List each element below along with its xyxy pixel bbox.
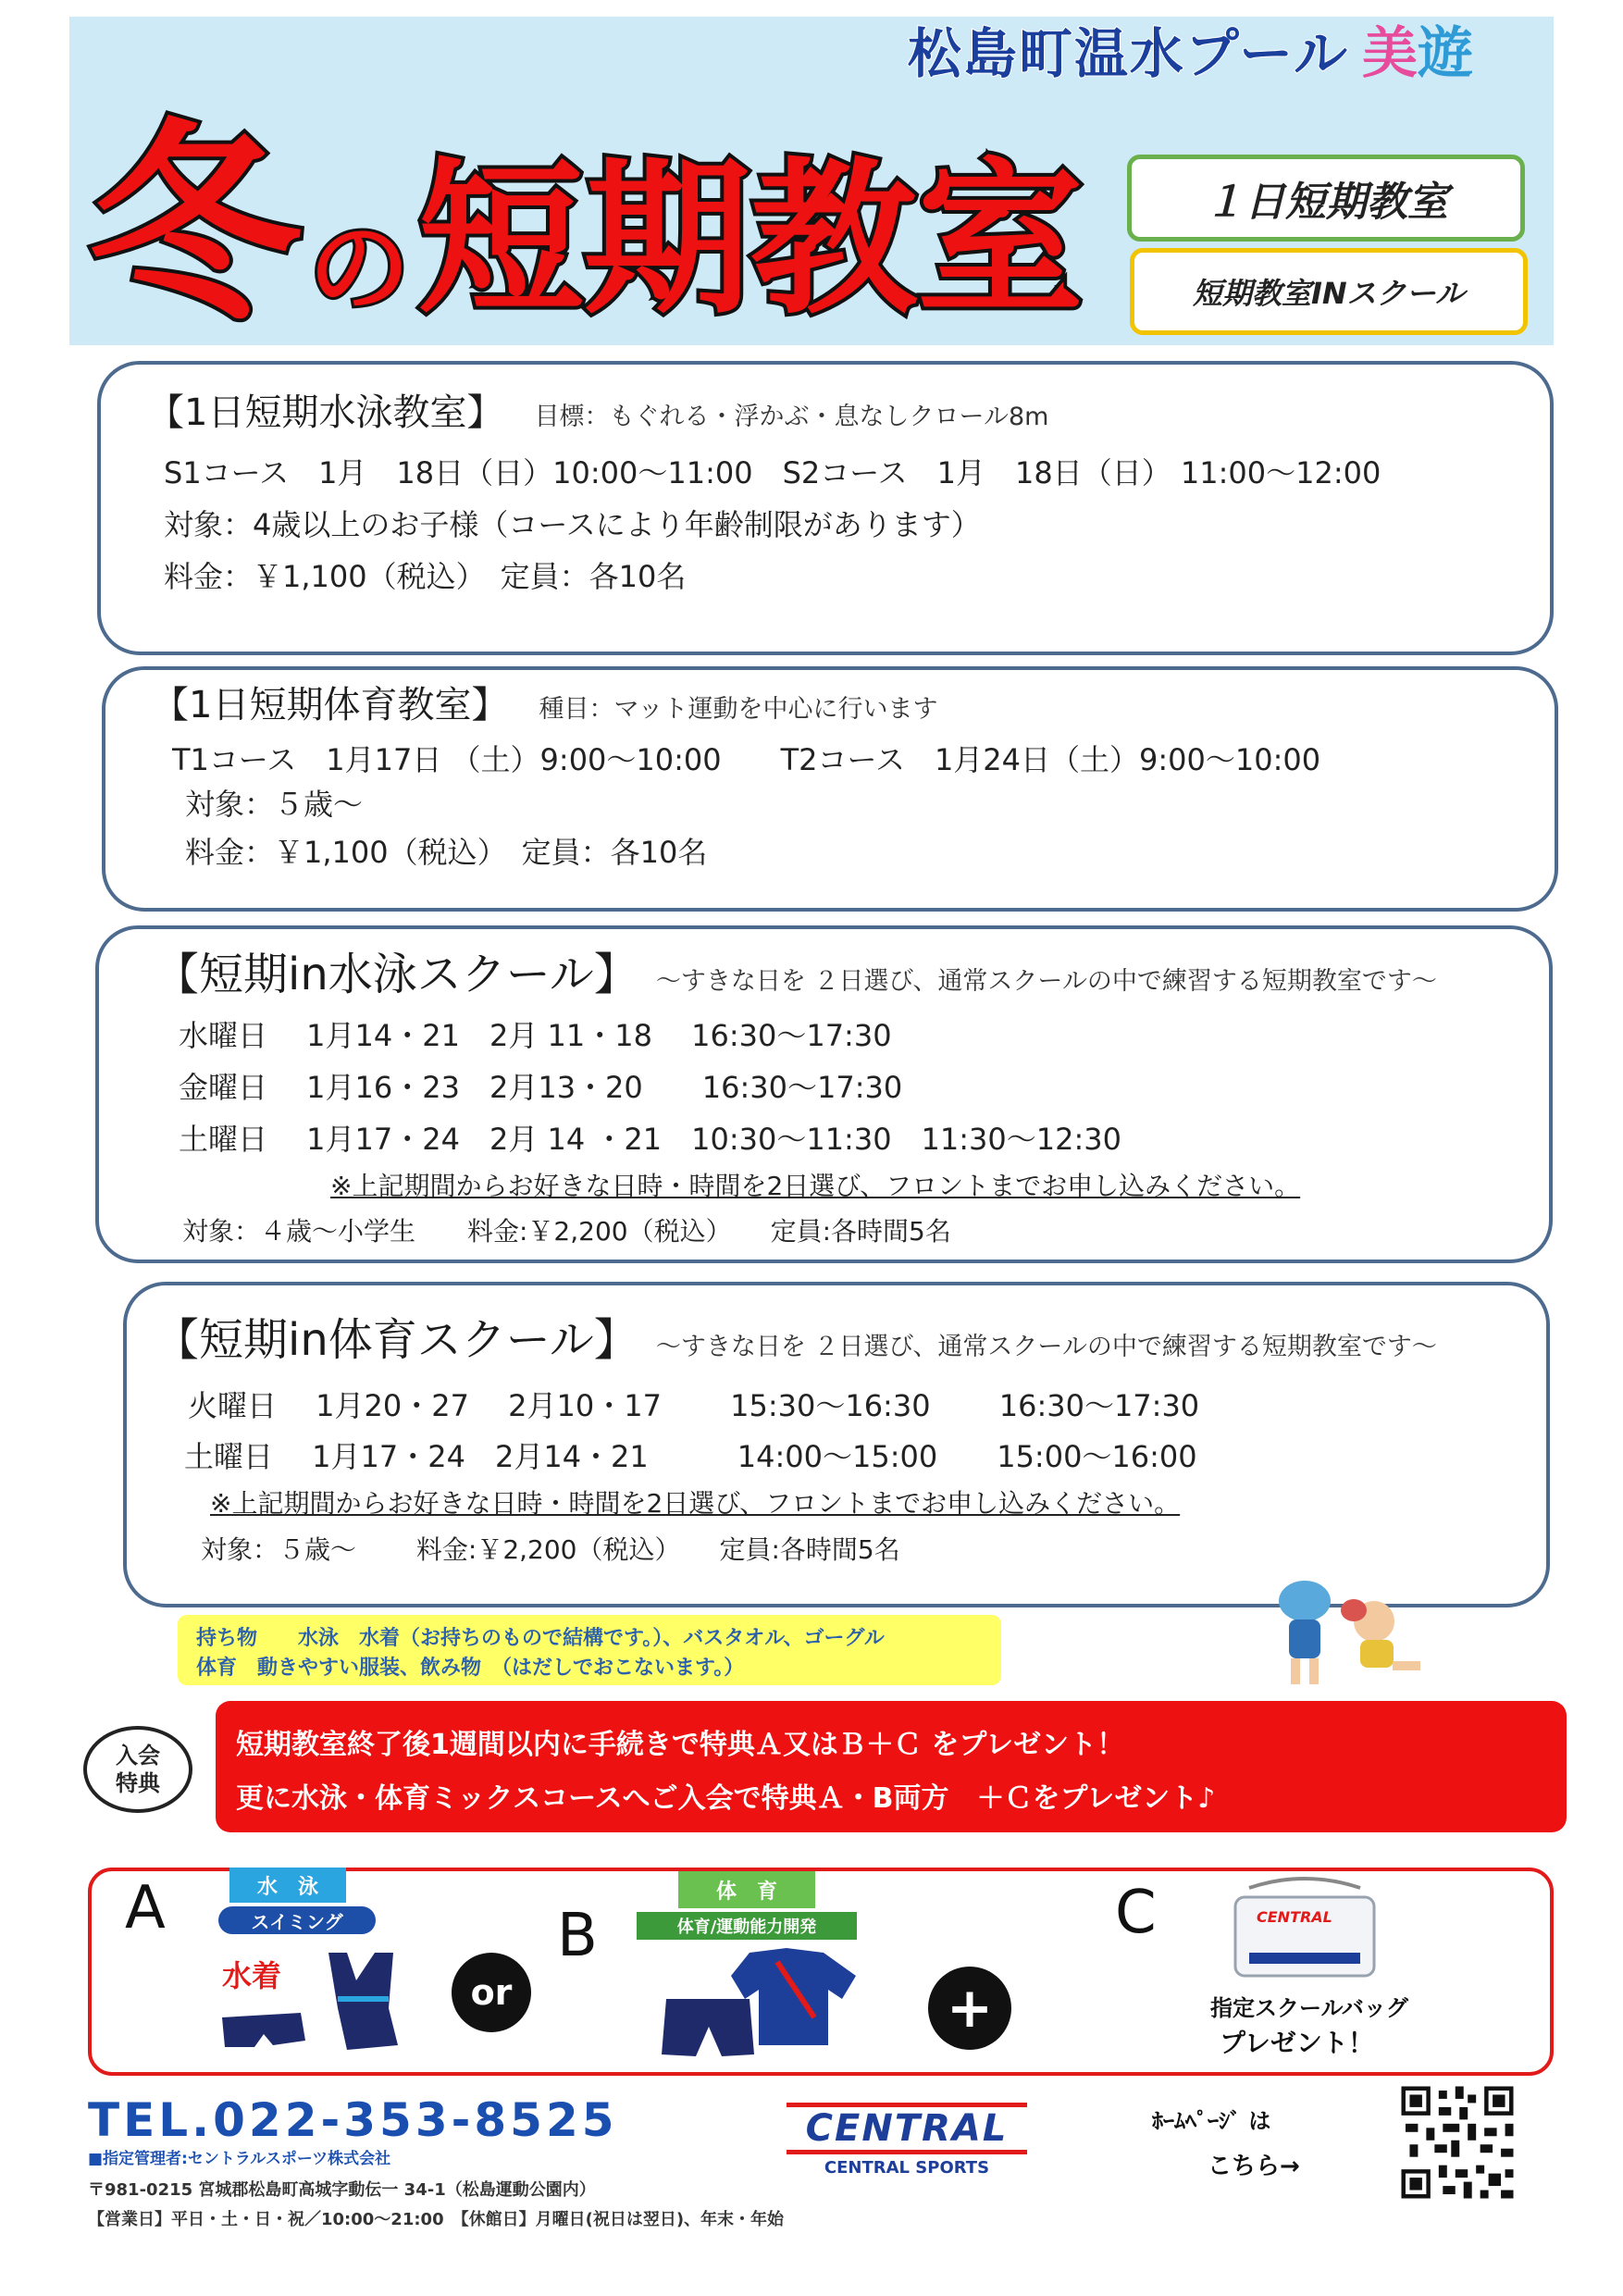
- gym-school-footer: 対象：５歳～ 料金:￥2,200（税込） 定員:各時間5名: [201, 1534, 900, 1565]
- swim-school-row-sat: 土曜日 1月17・24 2月 14 ・21 10:30～11:30 11:30～12:30: [179, 1122, 1121, 1157]
- gym-class-event: 種目：マット運動を中心に行います: [539, 695, 938, 724]
- central-sports-logo: [787, 2103, 1027, 2195]
- present-a-label: A: [125, 1874, 166, 1942]
- present-a-pill-swim: 水 泳: [229, 1868, 346, 1903]
- member-benefit-banner: [216, 1701, 1567, 1832]
- mascot-boy-head: [1279, 1581, 1331, 1621]
- present-a-pill-swimming: スイミング: [218, 1906, 376, 1934]
- mascot-girl-hair: [1341, 1599, 1367, 1621]
- mascot-boy-leg: [1291, 1658, 1300, 1684]
- gym-class-target: 対象：５歳～: [185, 787, 364, 822]
- gym-class-title: 【1日短期体育教室】: [152, 684, 509, 726]
- brand-mark-2: 遊: [1418, 21, 1473, 86]
- business-hours: 【営業日】平日・土・日・祝／10:00～21:00 【休館日】月曜日(祝日は翌日)、年末・年始: [88, 2210, 785, 2229]
- swim-school-row-fri: 金曜日 1月16・23 2月13・20 16:30～17:30: [179, 1070, 903, 1105]
- swim-school-note: ※上記期間からお好きな日時・時間を2日選び、フロントまでお申し込みください。: [330, 1171, 1301, 1201]
- belongings-box: [178, 1615, 1001, 1685]
- brand-mark-1: 美: [1362, 21, 1418, 86]
- address: 〒981-0215 宮城郡松島町高城字動伝一 34-1（松島運動公園内）: [88, 2180, 596, 2200]
- swim-school-box: [95, 925, 1553, 1263]
- plus-circle: +: [928, 1967, 1011, 2050]
- benefit-line-2: 更に水泳・体育ミックスコースへご入会で特典Ａ・B両方 ＋Ｃをプレゼント♪: [236, 1782, 1216, 1815]
- swim-class-goal: 目標：もぐれる・浮かぶ・息なしクロール8m: [534, 403, 1049, 431]
- gym-wear-icon: [648, 1943, 861, 2064]
- member-benefit-badge: [83, 1726, 192, 1813]
- qr-code-icon[interactable]: [1397, 2082, 1518, 2203]
- gym-school-desc: ～すきな日を ２日選び、通常スクールの中で練習する短期教室です～: [655, 1333, 1437, 1361]
- bag-logo: CENTRAL: [1257, 1908, 1332, 1926]
- mascot-boy-leg: [1309, 1658, 1319, 1684]
- gym-class-courses: T1コース 1月17日 （土）9:00～10:00 T2コース 1月24日（土）9:00～10:00: [172, 742, 1321, 777]
- brand-name: 松島町温水プール: [907, 22, 1349, 85]
- swim-school-desc: ～すきな日を ２日選び、通常スクールの中で練習する短期教室です～: [655, 967, 1437, 996]
- manager-info: ■指定管理者:セントラルスポーツ株式会社: [88, 2150, 391, 2168]
- homepage-label: ﾎｰﾑﾍﾟｰｼﾞ は: [1152, 2108, 1271, 2134]
- tag-in-school: 短期教室INスクール: [1130, 248, 1528, 335]
- or-circle: or: [452, 1953, 531, 2032]
- mascot-boy-body: [1289, 1620, 1320, 1658]
- present-b-pill-gym-dev: 体育/運動能力開発: [637, 1912, 857, 1940]
- present-c-label: C: [1115, 1879, 1157, 1947]
- present-b-label: B: [557, 1902, 598, 1970]
- swim-school-row-wed: 水曜日 1月14・21 2月 11・18 16:30～17:30: [179, 1018, 892, 1053]
- swim-school-title: 【短期in水泳スクール】: [155, 949, 638, 1000]
- swim-class-box: [97, 361, 1554, 655]
- gym-class-box: [102, 666, 1558, 912]
- page-title: [88, 65, 1084, 350]
- present-c-item-1: 指定スクールバッグ: [1210, 1995, 1408, 2021]
- gym-school-box: [123, 1282, 1550, 1607]
- gym-class-heading: [152, 676, 937, 728]
- swimsuit-icon: [217, 1943, 412, 2064]
- gym-class-fee: 料金：￥1,100（税込） 定員：各10名: [185, 835, 708, 870]
- gym-school-row-tue: 火曜日 1月20・27 2月10・17 15:30～16:30 16:30～17:30: [188, 1388, 1200, 1423]
- gym-school-title: 【短期in体育スクール】: [155, 1314, 638, 1366]
- tag-one-day: １日短期教室: [1127, 155, 1525, 242]
- school-bag-icon: [1221, 1874, 1388, 1985]
- gym-school-row-sat: 土曜日 1月17・24 2月14・21 14:00～15:00 15:00～16:00: [184, 1439, 1197, 1474]
- mascot-girl-leg: [1393, 1661, 1420, 1670]
- badge-line-2: 特典: [116, 1770, 160, 1796]
- swim-class-target: 対象：4歳以上のお子様（コースにより年齢制限があります）: [164, 507, 981, 542]
- homepage-link[interactable]: こちら→: [1208, 2153, 1300, 2180]
- brand-mark: [1362, 9, 1473, 89]
- gym-school-heading: [155, 1304, 1437, 1368]
- title-no: の: [308, 209, 411, 328]
- badge-line-1: 入会: [116, 1743, 160, 1769]
- present-c-item-2: プレゼント！: [1220, 2028, 1374, 2058]
- swim-school-heading: [155, 938, 1437, 1002]
- swim-class-heading: [147, 383, 1049, 436]
- present-a-item-label: 水着: [222, 1958, 282, 1993]
- logo-sub: CENTRAL SPORTS: [824, 2158, 990, 2178]
- telephone: TEL.022-353-8525: [88, 2093, 618, 2147]
- swim-class-courses: S1コース 1月 18日（日）10:00～11:00 S2コース 1月 18日（日） 11:00～12:00: [164, 455, 1381, 490]
- belongings-line-1: 持ち物 水泳 水着（お持ちのもので結構です。）、バスタオル、ゴーグル: [196, 1627, 885, 1650]
- mascot-girl-body: [1360, 1640, 1394, 1668]
- belongings-line-2: 体育 動きやすい服装、飲み物 （はだしでおこないます。）: [196, 1657, 745, 1680]
- present-b-pill-gym: 体 育: [678, 1871, 815, 1908]
- title-short-class: 短期教室: [417, 143, 1084, 337]
- logo-main: CENTRAL: [787, 2103, 1027, 2154]
- mascot-illustration: [1254, 1573, 1439, 1694]
- benefit-line-1: 短期教室終了後1週間以内に手続きで特典Ａ又はＢ＋Ｃ をプレゼント！: [236, 1729, 1125, 1761]
- gym-school-note: ※上記期間からお好きな日時・時間を2日選び、フロントまでお申し込みください。: [210, 1488, 1181, 1519]
- swim-class-fee: 料金：￥1,100（税込） 定員：各10名: [164, 559, 687, 594]
- swim-school-footer: 対象：４歳～小学生 料金:￥2,200（税込） 定員:各時間5名: [182, 1216, 951, 1247]
- title-winter: 冬: [88, 103, 302, 350]
- swim-class-title: 【1日短期水泳教室】: [147, 391, 504, 434]
